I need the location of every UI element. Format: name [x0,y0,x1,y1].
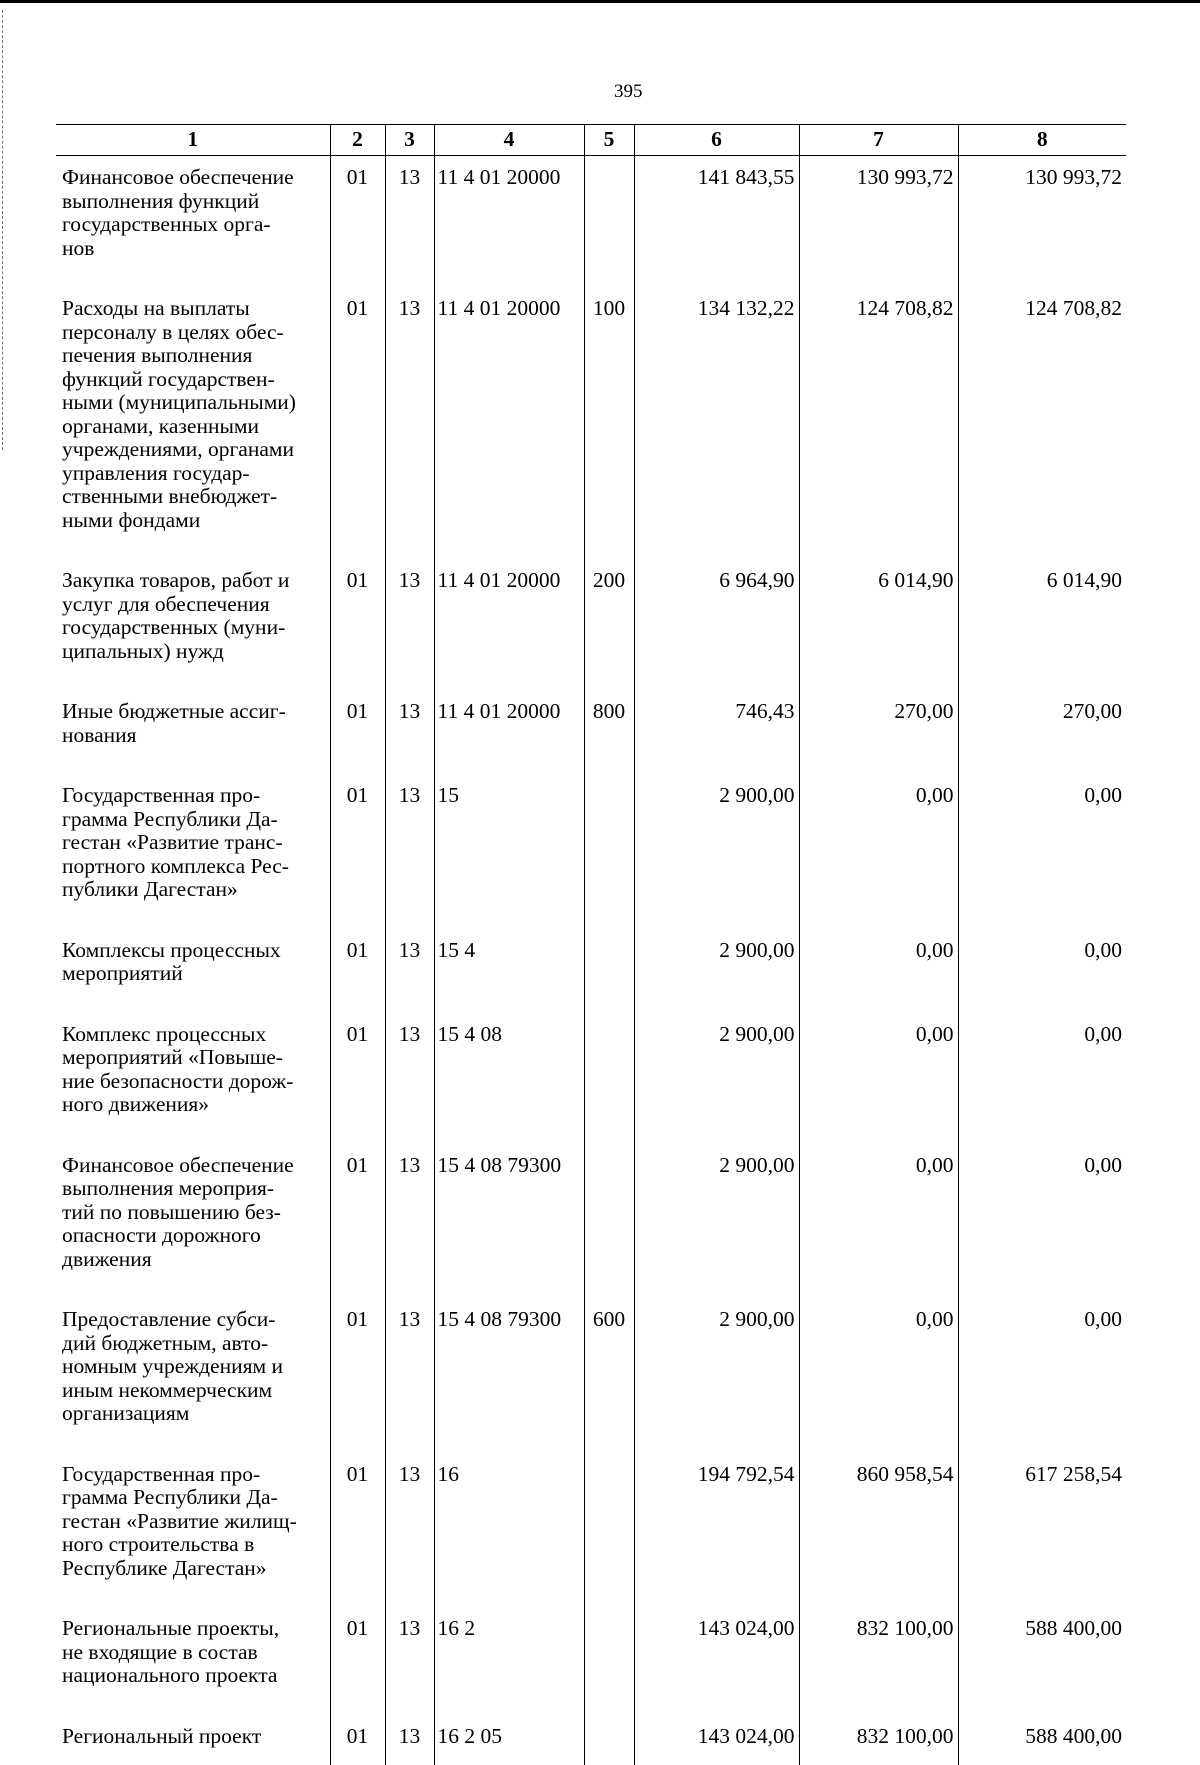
amount-col6-cell: 746,43 [634,663,799,747]
target-article-cell: 15 [434,747,584,902]
row-name-line: грамма Республики Да- [62,806,278,831]
row-name-line: Закупка товаров, работ и [62,568,290,592]
amount-col7-cell: 130 993,72 [799,156,958,261]
amount-col7-cell: 832 100,00 [799,1688,958,1765]
subsection-code-cell: 13 [385,1426,434,1581]
amount-col8-cell: 124 708,82 [958,260,1126,532]
target-article-cell: 16 [434,1426,584,1581]
target-article-cell: 11 4 01 20000 [434,532,584,663]
row-name-line: гестан «Развитие транс- [62,830,283,854]
amount-col6-cell: 141 843,55 [634,156,799,261]
expense-type-cell [584,902,634,986]
row-name-line: ного движения» [62,1092,210,1116]
expense-type-cell: 100 [584,260,634,532]
row-name-cell [56,1117,330,1272]
row-name-line: ными (муниципальными) [62,390,296,414]
row-name-line: государственных орга- [62,212,271,236]
table-row [56,1271,1126,1426]
table-row [56,902,1126,986]
table-row [56,1688,1126,1765]
row-name-line: мероприятий [62,961,183,985]
target-article-cell: 11 4 01 20000 [434,663,584,747]
amount-col6-cell: 6 964,90 [634,532,799,663]
amount-col6-cell: 143 024,00 [634,1688,799,1765]
amount-col7-cell: 832 100,00 [799,1580,958,1688]
row-name-line: не входящие в состав [62,1639,258,1664]
row-name-cell [56,1271,330,1426]
budget-table [56,124,1126,1765]
expense-type-cell [584,156,634,261]
amount-col7-cell: 0,00 [799,986,958,1117]
row-name-cell [56,986,330,1117]
table-row [56,260,1126,532]
expense-type-cell [584,986,634,1117]
scan-edge-mark [2,10,4,450]
table-header-row [56,125,1126,156]
row-name-line: Предоставление субси- [62,1307,276,1331]
amount-col8-cell: 130 993,72 [958,156,1126,261]
expense-type-cell: 800 [584,663,634,747]
expense-type-cell [584,1580,634,1688]
row-name-line: Финансовое обеспечение [62,1152,294,1177]
target-article-cell: 15 4 08 79300 [434,1271,584,1426]
row-name-cell [56,1688,330,1765]
table-row [56,1580,1126,1688]
subsection-code-cell: 13 [385,986,434,1117]
expense-type-cell [584,1426,634,1581]
column-header-3: 3 [385,125,434,156]
page-number: 395 [614,81,643,102]
expense-type-cell [584,747,634,902]
amount-col7-cell: 860 958,54 [799,1426,958,1581]
table-row [56,532,1126,663]
row-name-line: портного комплекса Рес- [62,853,289,878]
row-name-cell [56,156,330,261]
row-name-cell [56,1580,330,1688]
section-code-cell: 01 [330,1688,385,1765]
table-row [56,986,1126,1117]
row-name-line: ными фондами [62,507,201,532]
amount-col8-cell: 6 014,90 [958,532,1126,663]
expense-type-cell [584,1117,634,1272]
subsection-code-cell: 13 [385,663,434,747]
column-header-8: 8 [958,125,1126,156]
target-article-cell: 11 4 01 20000 [434,156,584,261]
row-name-line: печения выполнения [62,343,253,367]
row-name-cell [56,1426,330,1581]
section-code-cell: 01 [330,986,385,1117]
column-header-1: 1 [56,125,330,156]
target-article-cell: 16 2 [434,1580,584,1688]
target-article-cell: 11 4 01 20000 [434,260,584,532]
target-article-cell: 15 4 [434,902,584,986]
row-name-line: органами, казенными [62,413,260,438]
amount-col7-cell: 0,00 [799,1271,958,1426]
amount-col6-cell: 2 900,00 [634,902,799,986]
expense-type-cell: 600 [584,1271,634,1426]
row-name-line: Расходы на выплаты [62,296,250,320]
subsection-code-cell: 13 [385,260,434,532]
row-name-line: государственных (муни- [62,615,286,639]
row-name-line: Региональные проекты, [62,1616,280,1640]
subsection-code-cell: 13 [385,1117,434,1272]
row-name-cell [56,747,330,902]
row-name-line: тий по повышению без- [62,1199,281,1224]
amount-col6-cell: 143 024,00 [634,1580,799,1688]
row-name-line: Финансовое обеспечение [62,165,294,189]
row-name-line: опасности дорожного [62,1223,261,1247]
row-name-cell [56,663,330,747]
row-name-cell [56,260,330,532]
amount-col7-cell: 124 708,82 [799,260,958,532]
column-header-6: 6 [634,125,799,156]
amount-col7-cell: 0,00 [799,902,958,986]
row-name-line: персоналу в целях обес- [62,319,284,344]
row-name-line: Иные бюджетные ассиг- [62,699,286,723]
row-name-line: Республике Дагестан» [62,1555,267,1580]
row-name-line: ственными внебюджет- [62,484,278,508]
row-name-line: движения [62,1246,152,1271]
section-code-cell: 01 [330,260,385,532]
row-name-line: Комплекс процессных [62,1021,267,1046]
amount-col8-cell: 588 400,00 [958,1580,1126,1688]
row-name-line: иным некоммерческим [62,1377,273,1402]
row-name-line: Государственная про- [62,1461,261,1486]
column-header-4: 4 [434,125,584,156]
amount-col8-cell: 588 400,00 [958,1688,1126,1765]
row-name-line: Государственная про- [62,783,261,807]
row-name-line: функций государствен- [62,366,275,391]
amount-col6-cell: 134 132,22 [634,260,799,532]
subsection-code-cell: 13 [385,156,434,261]
section-code-cell: 01 [330,1426,385,1581]
amount-col8-cell: 0,00 [958,986,1126,1117]
row-name-line: ние безопасности дорож- [62,1068,294,1093]
row-name-cell [56,532,330,663]
section-code-cell: 01 [330,532,385,663]
target-article-cell: 16 2 05 [434,1688,584,1765]
table-row [56,1426,1126,1581]
section-code-cell: 01 [330,1117,385,1272]
amount-col8-cell: 270,00 [958,663,1126,747]
table-row [56,747,1126,902]
row-name-line: грамма Республики Да- [62,1485,278,1509]
row-name-line: нования [62,722,137,747]
section-code-cell: 01 [330,902,385,986]
amount-col8-cell: 0,00 [958,1117,1126,1272]
target-article-cell: 15 4 08 79300 [434,1117,584,1272]
subsection-code-cell: 13 [385,902,434,986]
row-name-line: Комплексы процессных [62,937,281,962]
section-code-cell: 01 [330,1271,385,1426]
amount-col8-cell: 0,00 [958,1271,1126,1426]
amount-col7-cell: 270,00 [799,663,958,747]
row-name-line: управления государ- [62,460,250,485]
amount-col6-cell: 2 900,00 [634,747,799,902]
row-name-line: дий бюджетным, авто- [62,1330,269,1355]
row-name-line: учреждениями, органами [62,437,294,461]
row-name-line: выполнения мероприя- [62,1176,275,1200]
amount-col6-cell: 194 792,54 [634,1426,799,1581]
amount-col8-cell: 0,00 [958,747,1126,902]
section-code-cell: 01 [330,663,385,747]
subsection-code-cell: 13 [385,1271,434,1426]
column-header-7: 7 [799,125,958,156]
row-name-line: национального проекта [62,1663,278,1687]
amount-col7-cell: 6 014,90 [799,532,958,663]
amount-col6-cell: 2 900,00 [634,1117,799,1272]
row-name-line: выполнения функций [62,188,260,213]
row-name-line: мероприятий «Повыше- [62,1045,283,1069]
section-code-cell: 01 [330,747,385,902]
column-header-2: 2 [330,125,385,156]
row-name-line: публики Дагестан» [62,877,238,901]
row-name-line: организациям [62,1401,190,1425]
expense-type-cell: 200 [584,532,634,663]
subsection-code-cell: 13 [385,532,434,663]
section-code-cell: 01 [330,156,385,261]
table-row [56,156,1126,261]
row-name-line: ципальных) нужд [62,638,224,663]
row-name-line: ного строительства в [62,1532,255,1556]
row-name-line: гестан «Развитие жилищ- [62,1508,297,1533]
amount-col7-cell: 0,00 [799,1117,958,1272]
table-row [56,1117,1126,1272]
amount-col6-cell: 2 900,00 [634,986,799,1117]
amount-col8-cell: 0,00 [958,902,1126,986]
row-name-line: номным учреждениям и [62,1354,283,1378]
row-name-cell [56,902,330,986]
section-code-cell: 01 [330,1580,385,1688]
top-border-rule [0,0,1200,3]
amount-col8-cell: 617 258,54 [958,1426,1126,1581]
row-name-line: услуг для обеспечения [62,591,270,616]
row-name-line: нов [62,235,95,260]
row-name-line: Региональный проект [62,1723,262,1748]
amount-col6-cell: 2 900,00 [634,1271,799,1426]
subsection-code-cell: 13 [385,747,434,902]
amount-col7-cell: 0,00 [799,747,958,902]
target-article-cell: 15 4 08 [434,986,584,1117]
subsection-code-cell: 13 [385,1580,434,1688]
column-header-5: 5 [584,125,634,156]
subsection-code-cell: 13 [385,1688,434,1765]
expense-type-cell [584,1688,634,1765]
table-row [56,663,1126,747]
